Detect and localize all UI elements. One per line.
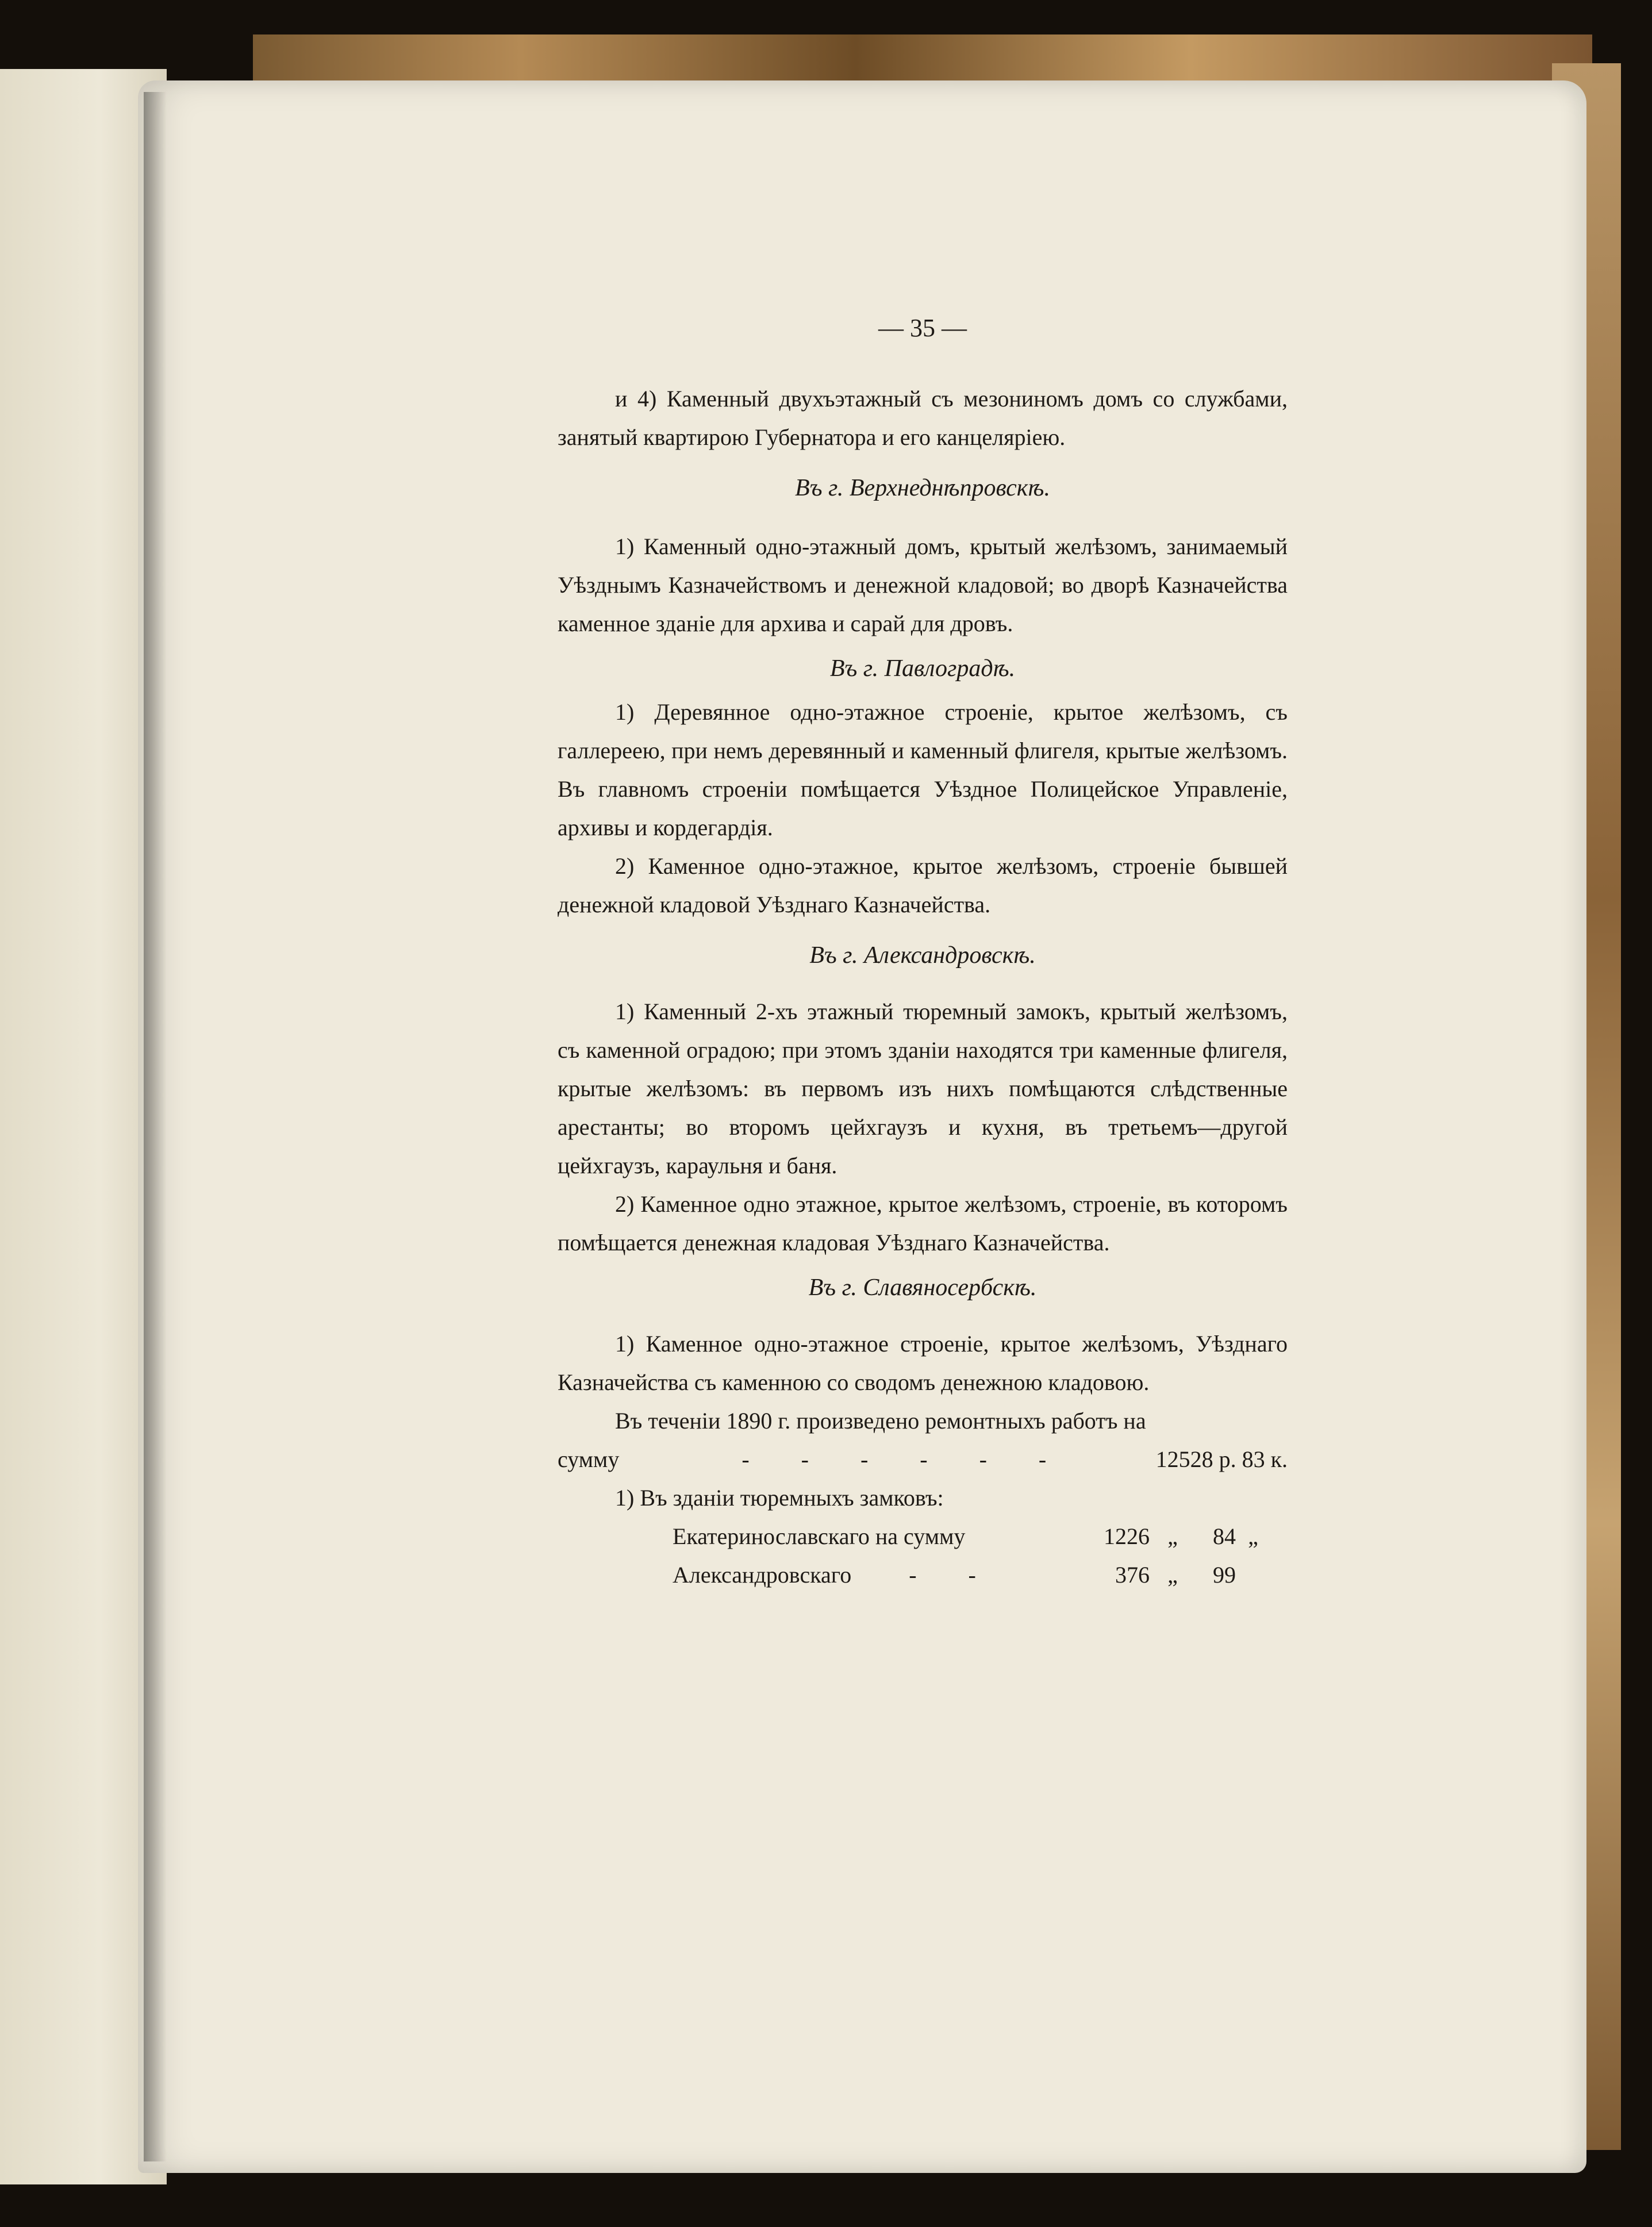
paragraph: 1) Деревянное одно-этажное строеніе, крытое желѣзомъ, съ галлереею, при немъ деревянный и каменный флигеля, крытые желѣзомъ. Въ главномъ строеніи помѣщается Уѣздное Полицейское Управленіе, архивы и кордегардія.	[558, 699, 1288, 840]
section-heading: Въ г. Александровскѣ.	[809, 942, 1036, 969]
paragraph: 2) Каменное одно этажное, крытое желѣзомъ, строеніе, въ которомъ помѣщается денежная кладовая Уѣзднаго Казначейства.	[558, 1191, 1288, 1255]
paragraph: и 4) Каменный двухъэтажный съ мезониномъ домъ со службами, занятый квартирою Губернатора и его канцеляріею.	[558, 386, 1288, 450]
ledger-label: Екатеринославскаго на сумму	[673, 1523, 966, 1549]
section-heading: Въ г. Славяносербскѣ.	[808, 1274, 1037, 1301]
page-gutter	[144, 92, 167, 2161]
ledger-tail: „	[1248, 1523, 1258, 1549]
paragraph: Въ теченіи 1890 г. произведено ремонтныхъ работъ на	[615, 1408, 1146, 1434]
ledger-mark: „	[1167, 1523, 1178, 1549]
ledger-row	[673, 1517, 1270, 1556]
ledger-kop: 84	[1213, 1523, 1236, 1549]
section-heading: Въ г. Верхнеднѣпровскѣ.	[795, 475, 1050, 501]
ledger-amount: 376	[1115, 1562, 1150, 1588]
total-line	[558, 1440, 1288, 1479]
text-block	[558, 379, 1288, 1594]
ledger-row	[673, 1556, 1270, 1594]
ledger-label: Александровскаго - -	[673, 1562, 976, 1588]
section-heading: Въ г. Павлоградѣ.	[829, 655, 1016, 682]
paragraph: 1) Каменный 2-хъ этажный тюремный замокъ, крытый желѣзомъ, съ каменной оградою; при этомъ зданіи находятся три каменные флигеля, крытые желѣзомъ: въ первомъ изъ нихъ помѣщаются слѣдственные арестанты; во второмъ цейхгаузъ и кухня, въ третьемъ—другой цейхгаузъ, караульня и баня.	[558, 999, 1288, 1178]
ledger-mark: „	[1167, 1562, 1178, 1588]
ledger-rows	[558, 1517, 1288, 1594]
paragraph: 1) Каменный одно-этажный домъ, крытый желѣзомъ, занимаемый Уѣзднымъ Казначействомъ и денежной кладовой; во дворѣ Казначейства каменное зданіе для архива и сарай для дровъ.	[558, 533, 1288, 636]
paragraph: 2) Каменное одно-этажное, крытое желѣзомъ, строеніе бывшей денежной кладовой Уѣзднаго Казначейства.	[558, 853, 1288, 917]
ledger-kop: 99	[1213, 1562, 1236, 1588]
paragraph: 1) Каменное одно-этажное строеніе, крытое желѣзомъ, Уѣзднаго Казначейства съ каменною со сводомъ денежною кладовою.	[558, 1331, 1288, 1395]
total-dashes: - - - - - -	[742, 1446, 1047, 1472]
ledger-amount: 1226	[1104, 1523, 1150, 1549]
page-number: — 35 —	[878, 314, 967, 342]
total-label: сумму	[558, 1446, 620, 1472]
paragraph: 1) Въ зданіи тюремныхъ замковъ:	[615, 1485, 944, 1511]
total-amount: 12528 р. 83 к.	[1155, 1446, 1288, 1472]
